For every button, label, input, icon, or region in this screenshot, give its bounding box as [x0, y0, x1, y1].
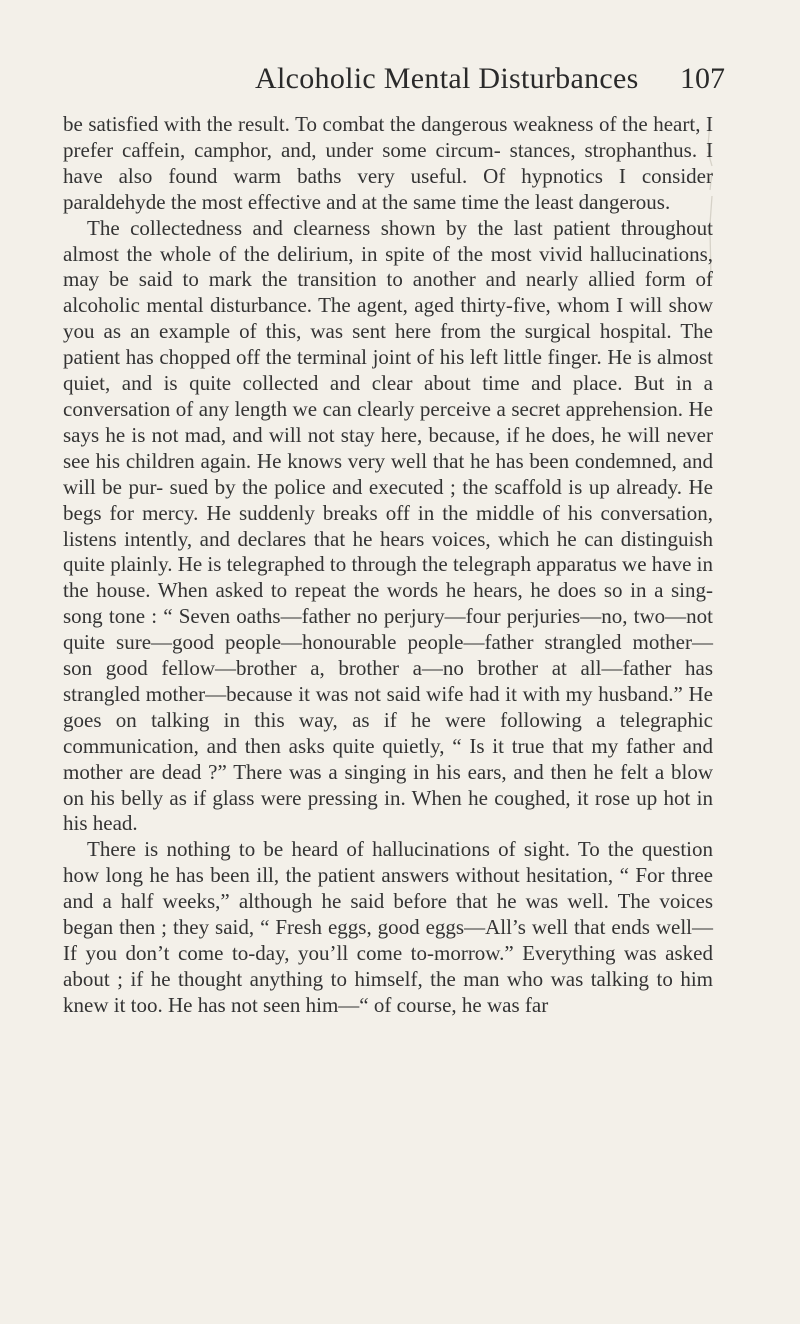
paragraph-patient-description: The collectedness and clearness shown by the last patient throughout almost the whole of the delirium, in spite of the most vivid hallucinations, may be said to mark the transition to another and nearly allied form of alcoholic mental disturbance. The agent, aged thirty-five, whom I will show you as an example of this, was sent here from the surgical hospital. The patient has chopped off the terminal joint of his left little finger. He is almost quiet, and is quite collected and clear about time and place. But in a conversation of any length we can clearly perceive a secret apprehension. He says he is not mad, and will not stay here, because, if he does, he will never see his children again. He knows very well that he has been condemned, and will be pur- sued by the police and executed ; the scaffold is up already. He begs for mercy. He suddenly breaks off in the middle of his conversation, listens intently, and declares that he hears voices, which he can distinguish quite plainly. He is telegraphed to through the telegraph apparatus we have in the house. When asked to repeat the words he hears, he does so in a sing-song tone : “ Seven oaths—father no perjury—four perjuries—no, two—not quite sure—good people—honourable people—father strangled mother—son good fellow—brother a, brother a—no brother at all—father has strangled mother—because it was not said wife had it with my husband.” He goes on talking in this way, as if he were following a telegraphic communication, and then asks quite quietly, “ Is it true that my father and mother are dead ?” There was a singing in his ears, and then he felt a blow on his belly as if glass were pressing in. When he coughed, it rose up hot in his head.: [63, 215, 714, 836]
page-number: 107: [680, 62, 725, 95]
paragraph-hallucinations: There is nothing to be heard of hallucinations of sight. To the question how long he has been ill, the patient answers without hesitation, “ For three and a half weeks,” although he said before that he was well. The voices began then ; they said, “ Fresh eggs, good eggs—All’s well that ends well—If you don’t come to-day, you’ll come to-morrow.” Everything was asked about ; if he thought anything to himself, the man who was talking to him knew it too. He has not seen him—“ of course, he was far: [63, 837, 713, 1017]
running-title: Alcoholic Mental Disturbances: [255, 62, 639, 95]
paragraph-continuation: be satisfied with the result. To combat the dangerous weakness of the heart, I prefer caffein, camphor, and, under some circum- stances, strophanthus. I have also found warm baths very useful. Of hypnotics I consider paraldehyde the most effective and at the same time the least dangerous.: [63, 112, 713, 214]
page-header: [255, 62, 725, 102]
body-text: [63, 112, 713, 1019]
